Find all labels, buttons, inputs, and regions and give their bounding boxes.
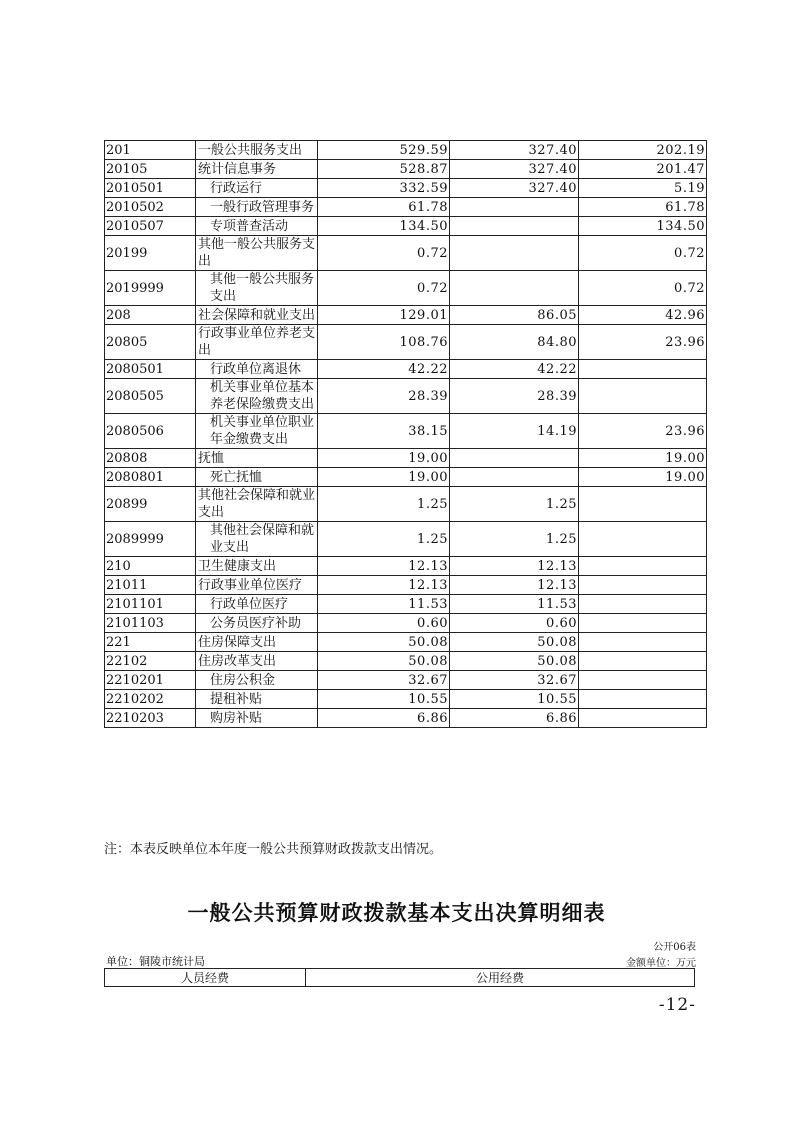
row-project <box>579 595 707 614</box>
row-code: 2210203 <box>105 709 196 728</box>
row-name: 公务员医疗补助 <box>196 614 318 633</box>
row-total: 108.76 <box>318 325 450 360</box>
row-code: 2101101 <box>105 595 196 614</box>
row-code: 2080501 <box>105 360 196 379</box>
row-total: 50.08 <box>318 652 450 671</box>
row-name: 专项普查活动 <box>196 217 318 236</box>
row-project <box>579 633 707 652</box>
row-name: 其他社会保障和就业支出 <box>196 487 318 522</box>
row-total: 19.00 <box>318 449 450 468</box>
table-row <box>105 690 707 709</box>
row-total: 1.25 <box>318 487 450 522</box>
row-project: 23.96 <box>579 414 707 449</box>
row-total: 50.08 <box>318 633 450 652</box>
row-project: 19.00 <box>579 468 707 487</box>
row-code: 2080801 <box>105 468 196 487</box>
expenditure-table <box>104 140 707 728</box>
row-total: 0.60 <box>318 614 450 633</box>
row-project: 0.72 <box>579 271 707 306</box>
header-personnel: 人员经费 <box>105 969 306 987</box>
row-total: 0.72 <box>318 271 450 306</box>
table-row <box>105 160 707 179</box>
table-row <box>105 217 707 236</box>
row-basic: 50.08 <box>450 633 579 652</box>
row-total: 6.86 <box>318 709 450 728</box>
row-basic: 32.67 <box>450 671 579 690</box>
row-name: 行政事业单位医疗 <box>196 576 318 595</box>
row-name: 机关事业单位职业年金缴费支出 <box>196 414 318 449</box>
row-code: 2010502 <box>105 198 196 217</box>
row-code: 20899 <box>105 487 196 522</box>
row-name: 行政单位医疗 <box>196 595 318 614</box>
row-code: 2080506 <box>105 414 196 449</box>
row-total: 529.59 <box>318 141 450 160</box>
row-project <box>579 614 707 633</box>
row-code: 208 <box>105 306 196 325</box>
table-row <box>105 652 707 671</box>
section-title: 一般公共预算财政拨款基本支出决算明细表 <box>187 901 606 925</box>
row-project <box>579 522 707 557</box>
table-row <box>105 522 707 557</box>
unit-label: 单位：铜陵市统计局 <box>106 955 205 968</box>
row-project: 19.00 <box>579 449 707 468</box>
row-basic: 12.13 <box>450 576 579 595</box>
row-code: 20805 <box>105 325 196 360</box>
row-total: 61.78 <box>318 198 450 217</box>
row-total: 12.13 <box>318 557 450 576</box>
row-total: 1.25 <box>318 522 450 557</box>
row-project: 61.78 <box>579 198 707 217</box>
table-note: 注：本表反映单位本年度一般公共预算财政拨款支出情况。 <box>104 842 443 857</box>
row-project: 134.50 <box>579 217 707 236</box>
row-name: 死亡抚恤 <box>196 468 318 487</box>
row-total: 12.13 <box>318 576 450 595</box>
row-total: 42.22 <box>318 360 450 379</box>
row-basic: 42.22 <box>450 360 579 379</box>
row-total: 332.59 <box>318 179 450 198</box>
row-basic: 84.80 <box>450 325 579 360</box>
row-total: 129.01 <box>318 306 450 325</box>
row-name: 统计信息事务 <box>196 160 318 179</box>
row-code: 201 <box>105 141 196 160</box>
table-row <box>105 671 707 690</box>
basic-expenditure-header-table <box>104 968 695 987</box>
row-project: 5.19 <box>579 179 707 198</box>
table-row <box>105 236 707 271</box>
row-code: 2101103 <box>105 614 196 633</box>
row-total: 11.53 <box>318 595 450 614</box>
row-code: 2010507 <box>105 217 196 236</box>
table-row <box>105 141 707 160</box>
amount-unit: 金额单位：万元 <box>626 958 696 969</box>
row-total: 38.15 <box>318 414 450 449</box>
table-row <box>105 557 707 576</box>
table-row <box>105 487 707 522</box>
row-code: 2019999 <box>105 271 196 306</box>
row-basic: 28.39 <box>450 379 579 414</box>
row-name: 机关事业单位基本养老保险缴费支出 <box>196 379 318 414</box>
row-basic: 0.60 <box>450 614 579 633</box>
table-row <box>105 595 707 614</box>
row-project: 42.96 <box>579 306 707 325</box>
row-code: 210 <box>105 557 196 576</box>
table-row <box>105 271 707 306</box>
row-project: 201.47 <box>579 160 707 179</box>
row-basic <box>450 271 579 306</box>
row-basic: 86.05 <box>450 306 579 325</box>
row-code: 20105 <box>105 160 196 179</box>
row-name: 卫生健康支出 <box>196 557 318 576</box>
row-total: 134.50 <box>318 217 450 236</box>
row-basic <box>450 217 579 236</box>
row-name: 社会保障和就业支出 <box>196 306 318 325</box>
row-basic: 50.08 <box>450 652 579 671</box>
row-project: 0.72 <box>579 236 707 271</box>
row-code: 2210201 <box>105 671 196 690</box>
row-basic: 327.40 <box>450 179 579 198</box>
row-basic: 1.25 <box>450 522 579 557</box>
row-name: 其他一般公共服务支出 <box>196 271 318 306</box>
row-code: 2010501 <box>105 179 196 198</box>
page-number: -12- <box>658 995 696 1015</box>
row-total: 32.67 <box>318 671 450 690</box>
table-row <box>105 325 707 360</box>
row-basic: 6.86 <box>450 709 579 728</box>
row-basic: 327.40 <box>450 141 579 160</box>
table-row <box>105 709 707 728</box>
row-code: 22102 <box>105 652 196 671</box>
row-basic: 327.40 <box>450 160 579 179</box>
row-total: 528.87 <box>318 160 450 179</box>
row-name: 提租补贴 <box>196 690 318 709</box>
row-project <box>579 557 707 576</box>
row-code: 221 <box>105 633 196 652</box>
table-body <box>105 141 707 728</box>
table-row <box>105 179 707 198</box>
row-basic <box>450 236 579 271</box>
table-row <box>105 414 707 449</box>
row-basic: 14.19 <box>450 414 579 449</box>
row-name: 行政单位离退休 <box>196 360 318 379</box>
row-project <box>579 360 707 379</box>
row-basic: 1.25 <box>450 487 579 522</box>
row-code: 2210202 <box>105 690 196 709</box>
row-name: 行政运行 <box>196 179 318 198</box>
row-project <box>579 487 707 522</box>
row-name: 一般公共服务支出 <box>196 141 318 160</box>
form-code: 公开06表 <box>653 942 696 953</box>
table-row <box>105 379 707 414</box>
row-name: 行政事业单位养老支出 <box>196 325 318 360</box>
row-project: 202.19 <box>579 141 707 160</box>
row-code: 2080505 <box>105 379 196 414</box>
row-basic: 11.53 <box>450 595 579 614</box>
row-code: 2089999 <box>105 522 196 557</box>
row-name: 住房公积金 <box>196 671 318 690</box>
row-project <box>579 576 707 595</box>
table-row <box>105 198 707 217</box>
row-total: 19.00 <box>318 468 450 487</box>
row-project <box>579 652 707 671</box>
row-name: 其他社会保障和就业支出 <box>196 522 318 557</box>
row-total: 0.72 <box>318 236 450 271</box>
row-project: 23.96 <box>579 325 707 360</box>
row-project <box>579 671 707 690</box>
row-project <box>579 379 707 414</box>
row-name: 购房补贴 <box>196 709 318 728</box>
table-row <box>105 614 707 633</box>
row-code: 21011 <box>105 576 196 595</box>
row-basic: 12.13 <box>450 557 579 576</box>
row-name: 抚恤 <box>196 449 318 468</box>
header-row <box>105 969 695 987</box>
row-basic <box>450 468 579 487</box>
header-public: 公用经费 <box>306 969 695 987</box>
table-row <box>105 633 707 652</box>
table-row <box>105 576 707 595</box>
row-basic <box>450 198 579 217</box>
row-total: 10.55 <box>318 690 450 709</box>
row-code: 20808 <box>105 449 196 468</box>
table-row <box>105 468 707 487</box>
table-row <box>105 306 707 325</box>
table-row <box>105 360 707 379</box>
row-name: 住房保障支出 <box>196 633 318 652</box>
table-row <box>105 449 707 468</box>
row-basic <box>450 449 579 468</box>
row-name: 住房改革支出 <box>196 652 318 671</box>
row-name: 其他一般公共服务支出 <box>196 236 318 271</box>
row-code: 20199 <box>105 236 196 271</box>
row-project <box>579 690 707 709</box>
row-total: 28.39 <box>318 379 450 414</box>
row-project <box>579 709 707 728</box>
row-name: 一般行政管理事务 <box>196 198 318 217</box>
row-basic: 10.55 <box>450 690 579 709</box>
